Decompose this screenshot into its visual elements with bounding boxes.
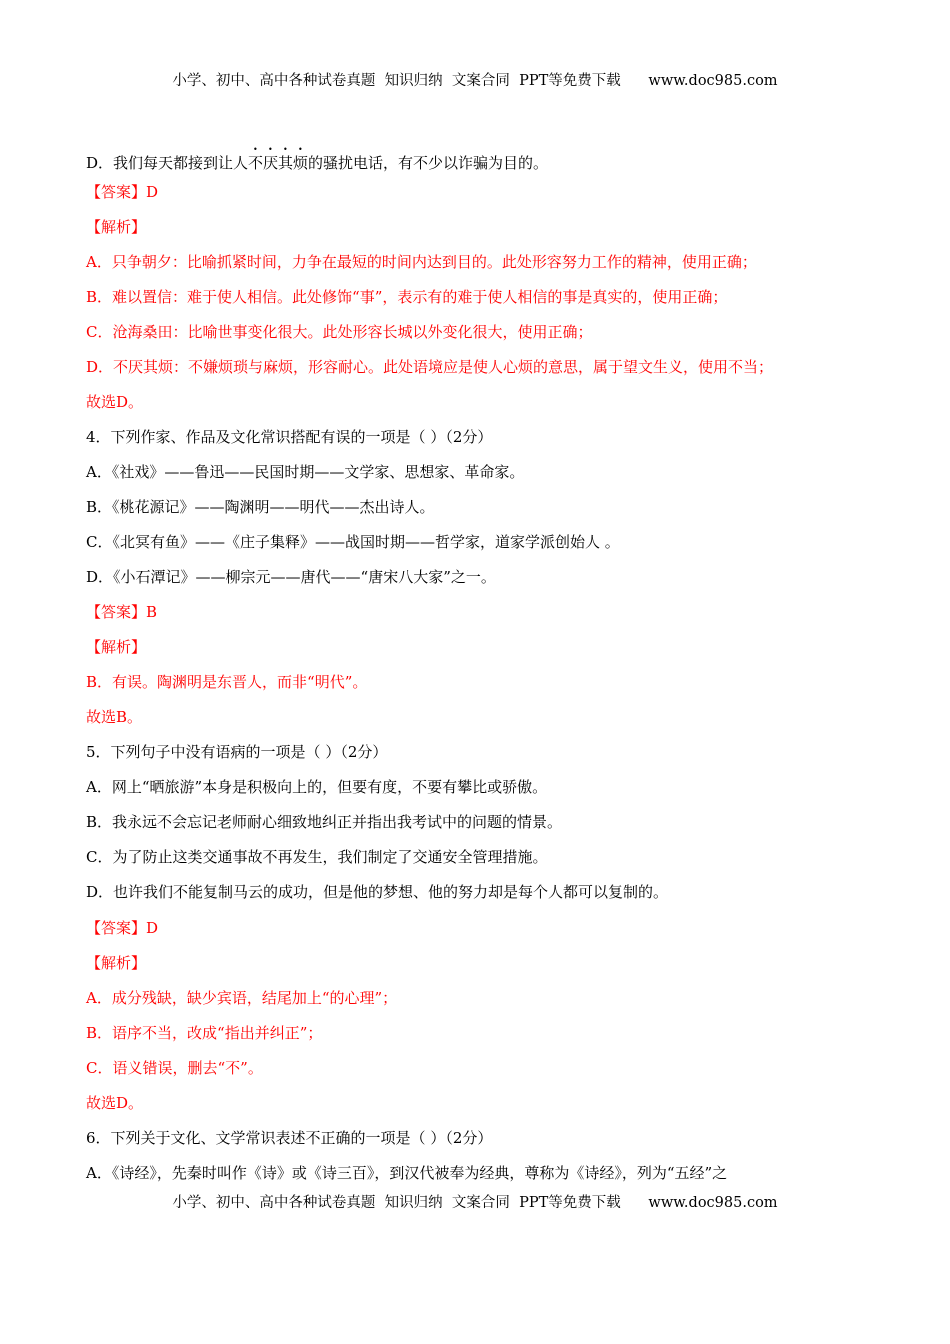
q3-analysis-d: D．不厌其烦：不嫌烦琐与麻烦，形容耐心。此处语境应是使人心烦的意思，属于望文生义，使用不当； — [86, 358, 774, 376]
q5-option-d: D．也许我们不能复制马云的成功，但是他的梦想、他的努力却是每个人都可以复制的。 — [86, 883, 669, 901]
q5-analysis-c: C．语义错误，删去“不”。 — [86, 1059, 263, 1077]
q3-option-d-post: 的骚扰电话，有不少以诈骗为目的。 — [308, 154, 549, 172]
q5-analysis-label: 【解析】 — [86, 954, 147, 972]
q6-stem: 6．下列关于文化、文学常识表述不正确的一项是（ ）（2分） — [86, 1129, 493, 1147]
q3-analysis-c: C．沧海桑田：比喻世事变化很大。此处形容长城以外变化很大，使用正确； — [86, 323, 593, 341]
page-footer: 小学、初中、高中各种试卷真题 知识归纳 文案合同 PPT等免费下载 www.doc985.com — [172, 1195, 778, 1211]
q3-analysis-a: A．只争朝夕：比喻抓紧时间，力争在最短的时间内达到目的。此处形容努力工作的精神，使用正确； — [86, 253, 757, 271]
q4-option-d: D．《小石潭记》——柳宗元——唐代——“唐宋八大家”之一。 — [86, 568, 496, 586]
q3-conclusion: 故选D。 — [86, 393, 144, 411]
q4-analysis-label: 【解析】 — [86, 638, 147, 656]
q4-option-b: B．《桃花源记》——陶渊明——明代——杰出诗人。 — [86, 498, 435, 516]
q5-option-c: C．为了防止这类交通事故不再发生，我们制定了交通安全管理措施。 — [86, 848, 548, 866]
q3-option-d-pre: D．我们每天都接到让人 — [86, 154, 249, 172]
q4-stem: 4．下列作家、作品及文化常识搭配有误的一项是（ ）（2分） — [86, 428, 493, 446]
q3-option-d-marked-idiom: 不厌其烦 — [248, 154, 309, 172]
q3-option-d — [86, 145, 548, 173]
q4-conclusion: 故选B。 — [86, 708, 143, 726]
q4-option-c: C．《北冥有鱼》——《庄子集释》——战国时期——哲学家，道家学派创始人 。 — [86, 533, 620, 551]
page-header: 小学、初中、高中各种试卷真题 知识归纳 文案合同 PPT等免费下载 www.doc985.com — [172, 73, 778, 89]
q5-answer: 【答案】D — [86, 919, 159, 937]
q6-option-a: A．《诗经》，先秦时叫作《诗》或《诗三百》，到汉代被奉为经典，尊称为《诗经》，列为“五经”之 — [86, 1164, 728, 1182]
q3-analysis-b: B．难以置信：难于使人相信。此处修饰“事”，表示有的难于使人相信的事是真实的，使用正确； — [86, 288, 728, 306]
q5-analysis-b: B．语序不当，改成“指出并纠正”； — [86, 1024, 323, 1042]
q5-conclusion: 故选D。 — [86, 1094, 144, 1112]
q4-answer: 【答案】B — [86, 603, 158, 621]
q4-option-a: A．《社戏》——鲁迅——民国时期——文学家、思想家、革命家。 — [86, 463, 525, 481]
q3-analysis-label: 【解析】 — [86, 218, 147, 236]
q5-stem: 5．下列句子中没有语病的一项是（ ）（2分） — [86, 743, 388, 761]
q5-option-a: A．网上“晒旅游”本身是积极向上的，但要有度，不要有攀比或骄傲。 — [86, 778, 548, 796]
q5-option-b: B．我永远不会忘记老师耐心细致地纠正并指出我考试中的问题的情景。 — [86, 813, 563, 831]
q5-analysis-a: A．成分残缺，缺少宾语，结尾加上“的心理”； — [86, 989, 398, 1007]
q4-analysis-b: B．有误。陶渊明是东晋人，而非“明代”。 — [86, 673, 368, 691]
q3-answer: 【答案】D — [86, 183, 159, 201]
